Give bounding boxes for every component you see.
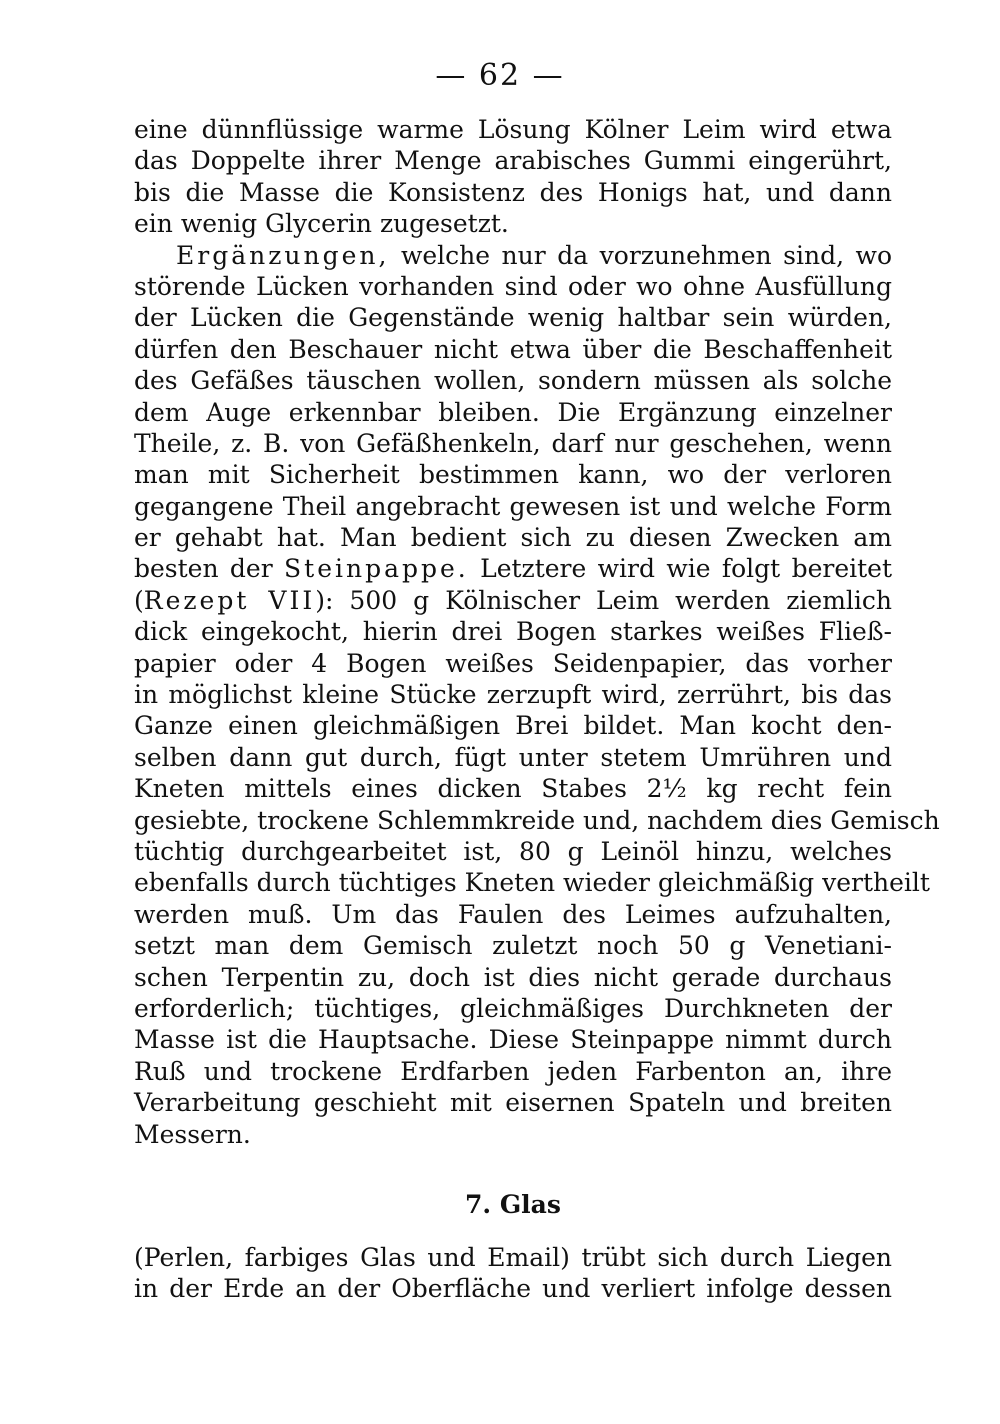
spaced-term-steinpappe: Steinpappe. (284, 554, 469, 584)
text-line: bis die Masse die Konsistenz des Honigs hat, und dann (134, 177, 892, 207)
text-line: setzt man dem Gemisch zuletzt noch 50 g Venetiani- (134, 931, 892, 961)
text-line: dick eingekocht, hierin drei Bogen starkes weißes Fließ- (134, 617, 892, 647)
page-number: — 62 — (435, 58, 565, 93)
text-line: selben dann gut durch, fügt unter stetem Umrühren und (134, 742, 892, 772)
text-line: Masse ist die Hauptsache. Diese Steinpappe nimmt durch (134, 1025, 892, 1055)
text-line: in möglichst kleine Stücke zerzupft wird, zerrührt, bis das (134, 680, 892, 710)
text-line: das Doppelte ihrer Menge arabisches Gummi eingerührt, (134, 146, 892, 176)
text-line: dürfen den Beschauer nicht etwa über die Beschaffenheit (134, 334, 892, 364)
paragraph-start-line (134, 240, 892, 271)
text-fragment: besten der (134, 554, 285, 584)
text-line: papier oder 4 Bogen weißes Seidenpapier, das vorher (134, 648, 892, 678)
text-line: Ganze einen gleichmäßigen Brei bildet. Man kocht den- (134, 711, 892, 741)
spaced-term-ergaenzungen: Ergänzungen, (176, 240, 390, 270)
text-line: des Gefäßes täuschen wollen, sondern müssen als solche (134, 366, 892, 396)
text-line-rezept (134, 585, 892, 616)
text-line: gesiebte, trockene Schlemmkreide und, nachdem dies Gemisch (134, 805, 940, 835)
text-line: er gehabt hat. Man bedient sich zu diesen Zwecken am (134, 523, 892, 553)
text-line: dem Auge erkennbar bleiben. Die Ergänzung einzelner (134, 397, 892, 427)
text-line: der Lücken die Gegenstände wenig haltbar sein würden, (134, 303, 892, 333)
spaced-term-rezept: Rezept VII (143, 585, 316, 615)
text-line: ein wenig Glycerin zugesetzt. (134, 209, 509, 239)
text-line: in der Erde an der Oberfläche und verliert infolge dessen (134, 1274, 892, 1304)
text-line-steinpappe (134, 553, 892, 584)
text-line: man mit Sicherheit bestimmen kann, wo der verloren (134, 460, 892, 490)
text-line: störende Lücken vorhanden sind oder wo ohne Ausfüllung (134, 271, 892, 301)
text-line: (Perlen, farbiges Glas und Email) trübt sich durch Liegen (134, 1242, 892, 1272)
text-line: tüchtig durchgearbeitet ist, 80 g Leinöl hinzu, welches (134, 836, 892, 866)
text-line: Ruß und trockene Erdfarben jeden Farbenton an, ihre (134, 1056, 892, 1086)
text-line: Theile, z. B. von Gefäßhenkeln, darf nur geschehen, wenn (134, 428, 892, 458)
section-heading: 7. Glas (465, 1189, 561, 1219)
text-fragment: welche nur da vorzunehmen sind, wo (389, 240, 892, 270)
text-line: werden muß. Um das Faulen des Leimes aufzuhalten, (134, 899, 892, 929)
text-line: schen Terpentin zu, doch ist dies nicht gerade durchaus (134, 962, 892, 992)
text-line: erforderlich; tüchtiges, gleichmäßiges Durchkneten der (134, 993, 892, 1023)
body-text (134, 114, 940, 1305)
text-line: Verarbeitung geschieht mit eisernen Spateln und breiten (134, 1088, 892, 1118)
text-line: eine dünnflüssige warme Lösung Kölner Leim wird etwa (134, 115, 892, 144)
text-line: gegangene Theil angebracht gewesen ist und welche Form (134, 491, 892, 521)
text-fragment: Letztere wird wie folgt bereitet (468, 554, 892, 584)
text-line: Kneten mittels eines dicken Stabes 2½ kg recht fein (134, 774, 892, 804)
text-fragment: ( (134, 585, 144, 615)
text-fragment: ): 500 g Kölnischer Leim werden ziemlich (315, 585, 892, 615)
text-line: Messern. (134, 1119, 251, 1149)
text-line: ebenfalls durch tüchtiges Kneten wieder gleichmäßig vertheilt (134, 868, 930, 898)
